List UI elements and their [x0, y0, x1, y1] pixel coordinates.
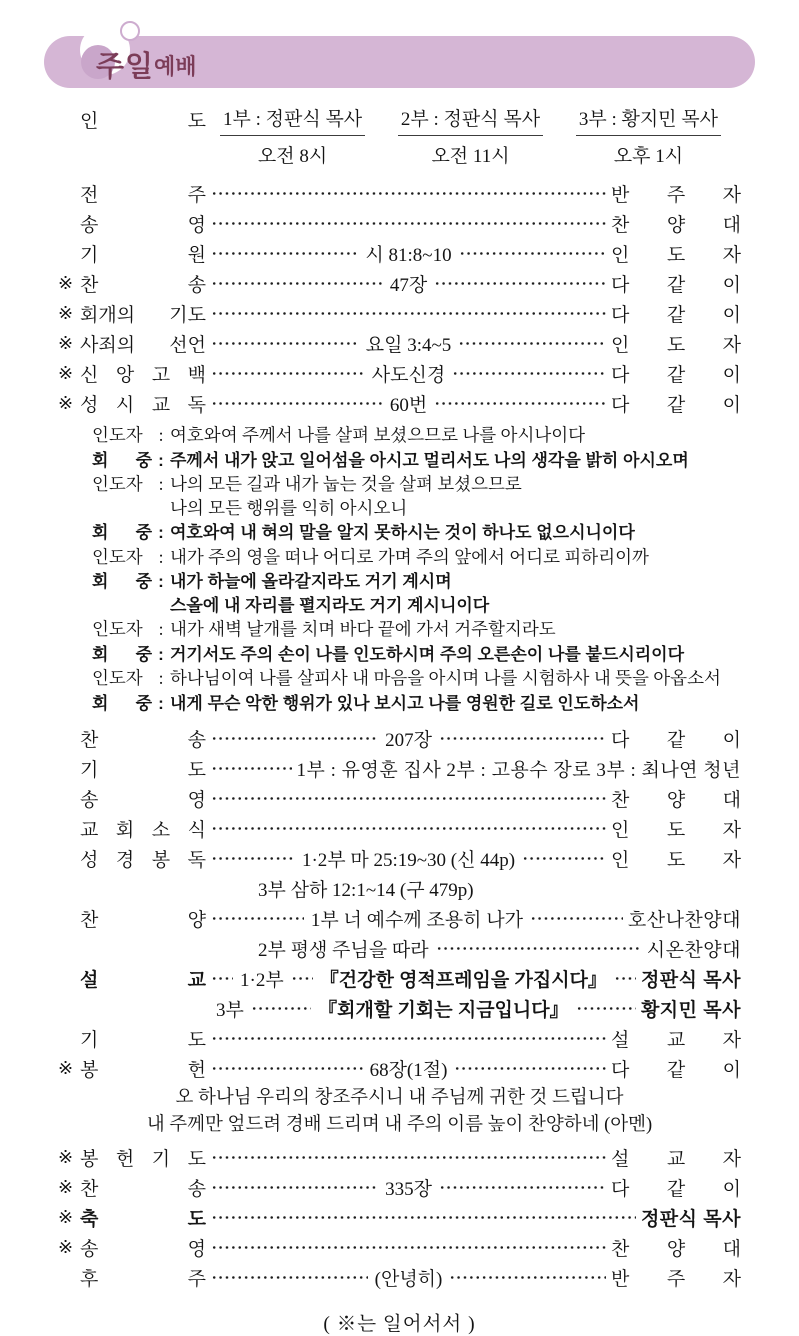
dotted-leader	[291, 969, 313, 988]
reading-text-line: 스올에 내 자리를 펼지라도 거기 계시니이다	[170, 595, 490, 615]
reading-line	[92, 473, 741, 520]
item-middle	[206, 935, 647, 962]
dotted-leader	[211, 1148, 606, 1167]
dotted-leader	[614, 969, 636, 988]
item-detail: 1·2부 마 25:19~30 (신 44p)	[301, 849, 516, 871]
service-row	[58, 993, 741, 1023]
item-label: 설 교	[80, 969, 206, 991]
item-label: 찬 송	[80, 729, 206, 751]
item-middle	[206, 905, 628, 932]
reading-colon: :	[158, 693, 164, 713]
item-label: 회개의 기도	[80, 304, 206, 326]
dotted-leader	[211, 819, 606, 838]
reading-speaker: 인도자	[92, 546, 143, 567]
service-2-time: 오전 11시	[431, 146, 510, 167]
item-middle	[206, 184, 611, 203]
hymn-line: 내 주께만 엎드려 경배 드리며 내 주의 이름 높이 찬양하네 (아멘)	[146, 1115, 653, 1135]
reading-speaker: 회 중	[92, 644, 152, 664]
service-row	[58, 358, 741, 388]
standing-note: ( ※는 일어서서 )	[323, 1314, 476, 1335]
reading-colon: :	[158, 425, 164, 445]
item-label: 송 영	[80, 789, 206, 811]
page-title	[96, 44, 197, 85]
service-1-leader: 1부 : 정판식 목사	[220, 104, 365, 136]
service-row	[58, 268, 741, 298]
reading-text-line: 내게 무슨 악한 행위가 있나 보시고 나를 영원한 길로 인도하소서	[170, 693, 640, 713]
item-detail: 3부	[216, 999, 244, 1021]
assignee: 인 도 자	[611, 849, 741, 871]
reading-colon: :	[158, 523, 164, 542]
service-row	[58, 1023, 741, 1053]
dotted-leader	[454, 1059, 606, 1078]
item-middle	[206, 360, 611, 387]
item-label: 기 원	[80, 244, 206, 266]
assignee: 호산나찬양대	[627, 909, 741, 931]
item-label: 후 주	[80, 1268, 206, 1290]
item-detail: 1부 너 예수께 조용히 나가	[310, 909, 523, 931]
item-label: 봉 헌 기 도	[80, 1148, 206, 1170]
reading-line	[92, 521, 741, 545]
reading-speaker: 회 중	[92, 450, 152, 470]
standing-marker: ※	[58, 1176, 74, 1197]
standing-marker: ※	[58, 272, 74, 293]
item-middle	[206, 1148, 611, 1167]
dotted-leader	[458, 334, 606, 353]
reading-colon: :	[158, 572, 164, 591]
reading-speaker: 인도자	[92, 425, 143, 445]
reading-text	[170, 570, 489, 617]
item-detail: 207장	[385, 729, 432, 751]
service-row	[58, 1202, 741, 1232]
service-row	[58, 1172, 741, 1202]
item-label: 신 앙 고 백	[80, 364, 206, 386]
reading-text-line: 거기서도 주의 손이 나를 인도하시며 주의 오른손이 나를 붙드시리이다	[170, 644, 685, 664]
service-row	[58, 328, 741, 358]
item-middle	[206, 875, 741, 902]
dotted-leader	[439, 729, 606, 748]
reading-text-line: 내가 하늘에 올라갈지라도 거기 계시며	[170, 572, 452, 591]
item-middle	[206, 1174, 611, 1201]
service-row	[58, 843, 741, 873]
assignee: 다 같 이	[611, 364, 741, 386]
item-label: 성 시 교 독	[80, 394, 206, 416]
bulletin-page	[0, 36, 799, 1336]
order-rows	[58, 178, 741, 1292]
reading-colon: :	[158, 450, 164, 470]
service-row	[58, 783, 741, 813]
service-2	[398, 104, 543, 168]
dotted-leader	[434, 274, 606, 293]
item-label: 찬 송	[80, 1178, 206, 1200]
reading-colon: :	[158, 668, 164, 688]
assignee: 정판식 목사	[640, 969, 741, 991]
assignee: 정판식 목사	[640, 1208, 741, 1230]
reading-text	[170, 667, 721, 691]
item-label: 송 영	[80, 1238, 206, 1260]
item-detail: (안녕히)	[374, 1268, 443, 1290]
item-detail: 3부 삼하 12:1~14 (구 479p)	[258, 879, 474, 901]
reading-colon: :	[158, 474, 164, 494]
item-label: 찬 양	[80, 909, 206, 931]
item-label: 교 회 소 식	[80, 819, 206, 841]
item-label: 송 영	[80, 214, 206, 236]
item-middle	[206, 995, 641, 1022]
item-middle	[206, 270, 611, 297]
item-middle	[206, 1029, 611, 1048]
assignee: 황지민 목사	[640, 999, 741, 1021]
item-label: 전 주	[80, 184, 206, 206]
item-detail: 68장(1절)	[369, 1059, 448, 1081]
assignee: 다 같 이	[611, 274, 741, 296]
standing-marker: ※	[58, 332, 74, 353]
dotted-leader	[211, 849, 295, 868]
service-row	[58, 933, 741, 963]
small-circle-decoration-icon	[120, 21, 140, 41]
service-columns	[220, 104, 721, 168]
assignee: 설 교 자	[611, 1029, 741, 1051]
standing-marker: ※	[58, 1057, 74, 1078]
reading-speaker: 회 중	[92, 693, 152, 713]
reading-text-line: 내가 새벽 날개를 치며 바다 끝에 가서 거주할지라도	[170, 619, 556, 639]
item-detail: 사도신경	[371, 364, 446, 386]
item-middle	[206, 789, 611, 808]
reading-speaker: 회 중	[92, 523, 152, 542]
service-2-leader: 2부 : 정판식 목사	[398, 104, 543, 136]
reading-line	[92, 667, 741, 691]
item-middle	[206, 1264, 611, 1291]
dotted-leader	[211, 1059, 363, 1078]
service-3	[576, 104, 721, 168]
dotted-leader	[211, 1238, 606, 1257]
item-middle	[206, 1208, 641, 1227]
service-row	[58, 208, 741, 238]
reading-colon: :	[158, 644, 164, 664]
reading-colon: :	[158, 619, 164, 639]
dotted-leader	[439, 1178, 606, 1197]
dotted-leader	[211, 969, 233, 988]
reading-line	[92, 692, 741, 716]
reading-text	[170, 449, 689, 473]
dotted-leader	[211, 729, 378, 748]
assignee: 반 주 자	[611, 1268, 741, 1290]
item-label: 기 도	[80, 759, 206, 781]
standing-marker: ※	[58, 362, 74, 383]
item-detail: 60번	[389, 394, 428, 416]
dotted-leader	[211, 214, 606, 233]
reading-line	[92, 546, 741, 570]
service-row	[58, 813, 741, 843]
assignee: 인 도 자	[611, 819, 741, 841]
dotted-leader	[211, 909, 304, 928]
item-middle	[206, 965, 641, 992]
service-row	[58, 178, 741, 208]
reading-text	[170, 692, 639, 716]
reading-text-line: 여호와여 주께서 나를 살펴 보셨으므로 나를 아시나이다	[170, 425, 586, 445]
dotted-leader	[211, 394, 383, 413]
reading-text	[170, 521, 635, 545]
item-detail: 『건강한 영적프레임을 가집시다』	[319, 969, 607, 991]
assignee: 찬 양 대	[611, 214, 741, 236]
reading-text-line: 하나님이여 나를 살피사 내 마음을 아시며 나를 시험하사 내 뜻을 아옵소서	[170, 668, 721, 688]
item-detail: 2부 평생 주님을 따라	[258, 939, 429, 961]
service-row	[58, 903, 741, 933]
reading-text	[170, 643, 684, 667]
item-middle	[206, 725, 611, 752]
item-detail: 요일 3:4~5	[365, 334, 452, 356]
item-middle	[206, 304, 611, 323]
reading-line	[92, 643, 741, 667]
item-label: 봉 헌	[80, 1059, 206, 1081]
item-middle	[206, 240, 611, 267]
section-header-bar	[44, 36, 755, 88]
item-label: 찬 송	[80, 274, 206, 296]
standing-marker: ※	[58, 1236, 74, 1257]
dotted-leader	[459, 244, 606, 263]
hymn-line: 오 하나님 우리의 창조주시니 내 주님께 귀한 것 드립니다	[175, 1088, 624, 1108]
dotted-leader	[251, 999, 311, 1018]
item-middle	[206, 1055, 611, 1082]
item-detail: 시 81:8~10	[365, 244, 452, 266]
reading-line	[92, 570, 741, 617]
reading-text-line: 나의 모든 행위를 익히 아시오니	[170, 497, 408, 518]
item-detail: 47장	[389, 274, 428, 296]
standing-marker: ※	[58, 392, 74, 413]
service-3-time: 오후 1시	[613, 146, 684, 167]
reading-line	[92, 449, 741, 473]
dotted-leader	[449, 1268, 606, 1287]
service-row	[58, 753, 741, 783]
assignee: 다 같 이	[611, 1178, 741, 1200]
dotted-leader	[211, 789, 606, 808]
responsive-reading	[58, 424, 741, 715]
service-1	[220, 104, 365, 168]
dotted-leader	[576, 999, 636, 1018]
reading-text	[170, 473, 522, 520]
dotted-leader	[211, 759, 292, 778]
dotted-leader	[211, 1208, 636, 1227]
reading-speaker: 인도자	[92, 668, 143, 688]
service-row	[58, 1053, 741, 1083]
reading-text-line: 내가 주의 영을 떠나 어디로 가며 주의 앞에서 어디로 피하리이까	[170, 546, 649, 567]
item-middle	[206, 819, 611, 838]
item-detail: 『회개할 기회는 지금입니다』	[318, 999, 569, 1021]
dotted-leader	[522, 849, 606, 868]
item-label: 축 도	[80, 1208, 206, 1230]
item-middle	[206, 845, 611, 872]
dotted-leader	[211, 1029, 606, 1048]
service-row	[58, 873, 741, 903]
page-title-main: 주일	[96, 51, 155, 83]
dotted-leader	[211, 244, 358, 263]
item-label: 기 도	[80, 1029, 206, 1051]
dotted-leader	[211, 274, 383, 293]
reading-speaker: 인도자	[92, 474, 143, 494]
standing-marker: ※	[58, 1146, 74, 1167]
reading-line	[92, 618, 741, 642]
service-3-leader: 3부 : 황지민 목사	[576, 104, 721, 136]
dotted-leader	[211, 1178, 378, 1197]
service-row	[58, 1262, 741, 1292]
service-row	[58, 723, 741, 753]
item-label: 성 경 봉 독	[80, 849, 206, 871]
service-row	[58, 963, 741, 993]
reading-speaker: 인도자	[92, 619, 143, 639]
item-middle	[206, 330, 611, 357]
dotted-leader	[530, 909, 623, 928]
reading-text	[170, 424, 585, 448]
dotted-leader	[211, 184, 606, 203]
item-detail: 335장	[385, 1178, 432, 1200]
item-middle	[206, 390, 611, 417]
assignee: 찬 양 대	[611, 1238, 741, 1260]
dotted-leader	[211, 364, 365, 383]
assignee: 1부 : 유영훈 집사 2부 : 고용수 장로 3부 : 최나연 청년	[296, 759, 741, 781]
assignee: 시온찬양대	[646, 939, 741, 961]
standing-marker: ※	[58, 302, 74, 323]
service-row	[58, 1232, 741, 1262]
item-detail: 1·2부	[240, 969, 284, 991]
reading-line	[92, 424, 741, 448]
reading-text-line: 주께서 내가 앉고 일어섬을 아시고 멀리서도 나의 생각을 밝히 아시오며	[170, 450, 689, 470]
service-row	[58, 238, 741, 268]
page-title-sub: 예배	[154, 54, 197, 79]
reading-colon: :	[158, 546, 164, 567]
reading-speaker: 회 중	[92, 572, 152, 591]
reading-text	[170, 618, 556, 642]
dotted-leader	[436, 939, 642, 958]
reading-text-line: 여호와여 내 혀의 말을 알지 못하시는 것이 하나도 없으시니이다	[170, 523, 635, 542]
item-middle	[206, 759, 297, 778]
item-middle	[206, 1238, 611, 1257]
service-row	[58, 1142, 741, 1172]
offering-hymn	[58, 1083, 741, 1142]
assignee: 다 같 이	[611, 1059, 741, 1081]
dotted-leader	[211, 334, 359, 353]
assignee: 반 주 자	[611, 184, 741, 206]
assignee: 인 도 자	[611, 334, 741, 356]
reading-text	[170, 546, 649, 570]
item-label: 사죄의 선언	[80, 334, 206, 356]
order-of-service	[0, 104, 799, 1336]
assignee: 설 교 자	[611, 1148, 741, 1170]
assignee: 인 도 자	[611, 244, 741, 266]
reading-text-line: 나의 모든 길과 내가 눕는 것을 살펴 보셨으므로	[170, 474, 522, 494]
assignee: 다 같 이	[611, 394, 741, 416]
service-row	[58, 388, 741, 418]
dotted-leader	[211, 304, 606, 323]
service-row	[58, 298, 741, 328]
service-1-time: 오전 8시	[257, 146, 328, 167]
item-middle	[206, 214, 611, 233]
assignee: 다 같 이	[611, 729, 741, 751]
dotted-leader	[452, 364, 606, 383]
leader-row	[58, 104, 741, 168]
dotted-leader	[434, 394, 606, 413]
dotted-leader	[211, 1268, 368, 1287]
leader-label: 인 도	[80, 111, 206, 132]
assignee: 찬 양 대	[611, 789, 741, 811]
assignee: 다 같 이	[611, 304, 741, 326]
standing-marker: ※	[58, 1206, 74, 1227]
